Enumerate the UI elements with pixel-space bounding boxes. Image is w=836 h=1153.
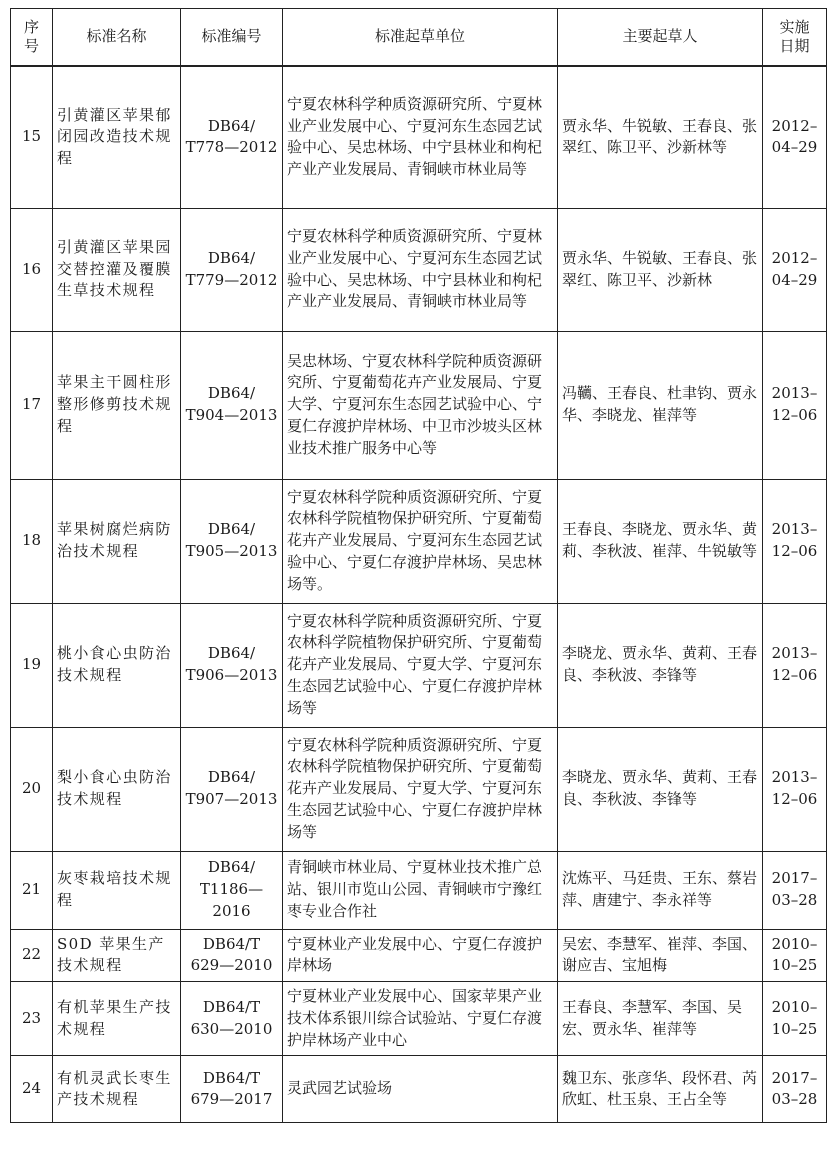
cell-implementation-date-line: 2017– [771,869,818,888]
cell-standard-number-line: 630—2010 [190,1019,273,1038]
header-number: 标准编号 [181,9,283,67]
cell-implementation-date-line: 2012– [771,116,818,135]
cell-drafting-unit: 宁夏林业产业发展中心、宁夏仁存渡护岸林场 [283,929,558,982]
cell-standard-number-line: T906—2013 [185,666,278,684]
cell-standard-number-line: DB64/T [202,997,261,1016]
cell-drafting-unit: 宁夏农林科学院种质资源研究所、宁夏农林科学院植物保护研究所、宁夏葡萄花卉产业发展局、宁夏大学、宁夏河东生态园艺试验中心、宁夏仁存渡护岸林场等 [283,727,558,851]
cell-drafting-unit: 宁夏农林科学种质资源研究所、宁夏林业产业发展中心、宁夏河东生态园艺试验中心、吴忠林场、中宁县林业和枸杞产业产业发展局、青铜峡市林业局等 [283,208,558,331]
cell-standard-number-line: 629—2010 [190,956,273,975]
cell-seq: 16 [11,208,53,331]
cell-implementation-date-line: 2010– [771,997,818,1016]
cell-standard-number-line: DB64/ [207,116,256,135]
cell-implementation-date [763,1056,827,1123]
cell-implementation-date-line: 03–28 [771,1090,818,1109]
header-date-line: 实施 [779,17,810,36]
cell-drafters: 王春良、李慧军、李国、吴宏、贾永华、崔萍等 [558,982,763,1056]
cell-drafters: 王春良、李晓龙、贾永华、黄莉、李秋波、崔萍、牛锐敏等 [558,479,763,603]
cell-implementation-date-line: 03–28 [771,891,818,909]
cell-implementation-date [763,929,827,982]
cell-standard-number [181,208,283,331]
cell-standard-number [181,479,283,603]
cell-standard-number-line: DB64/ [207,384,256,403]
cell-seq: 24 [11,1056,53,1123]
cell-standard-number-line: T904—2013 [185,406,278,424]
cell-seq: 17 [11,331,53,479]
cell-implementation-date-line: 2013– [771,384,818,403]
cell-standard-number-line: DB64/ [207,520,256,539]
cell-implementation-date-line: 2017– [771,1068,818,1087]
cell-standard-name: 引黄灌区苹果郁闭园改造技术规程 [53,66,181,208]
cell-standard-number [181,929,283,982]
cell-standard-number-line: DB64/ [207,248,256,267]
table-row [11,331,827,479]
cell-implementation-date-line: 2012– [771,248,818,267]
cell-drafting-unit: 宁夏农林科学种质资源研究所、宁夏林业产业发展中心、宁夏河东生态园艺试验中心、吴忠林场、中宁县林业和枸杞产业产业发展局、青铜峡市林业局等 [283,66,558,208]
cell-seq: 22 [11,929,53,982]
cell-standard-name: 灰枣栽培技术规程 [53,851,181,929]
cell-standard-number-line: DB64/T [202,1068,261,1087]
cell-drafters: 贾永华、牛锐敏、王春良、张翠红、陈卫平、沙新林 [558,208,763,331]
cell-implementation-date [763,331,827,479]
cell-standard-number-line: T779—2012 [185,270,278,289]
cell-seq: 21 [11,851,53,929]
cell-implementation-date-line: 2013– [771,644,818,663]
cell-standard-number-line: DB64/T [202,934,261,953]
table-row [11,929,827,982]
header-date-line: 日期 [779,37,810,55]
cell-drafting-unit: 青铜峡市林业局、宁夏林业技术推广总站、银川市览山公园、青铜峡市宁豫红枣专业合作社 [283,851,558,929]
cell-standard-number-line: DB64/ [207,768,256,787]
cell-standard-number [181,982,283,1056]
cell-standard-number [181,66,283,208]
cell-standard-number-line: 679—2017 [190,1090,273,1109]
cell-implementation-date-line: 2013– [771,768,818,787]
header-people: 主要起草人 [558,9,763,67]
cell-implementation-date-line: 12–06 [771,406,818,424]
cell-standard-name: 有机苹果生产技术规程 [53,982,181,1056]
cell-drafting-unit: 吴忠林场、宁夏农林科学院种质资源研究所、宁夏葡萄花卉产业发展局、宁夏大学、宁夏河东生态园艺试验中心、宁夏仁存渡护岸林场、中卫市沙坡头区林业技术推广服务中心等 [283,331,558,479]
cell-standard-name: 苹果树腐烂病防治技术规程 [53,479,181,603]
cell-implementation-date-line: 12–06 [771,666,818,684]
cell-standard-name: S0D 苹果生产技术规程 [53,929,181,982]
cell-drafters: 沈炼平、马廷贵、王东、蔡岩萍、唐建宁、李永祥等 [558,851,763,929]
cell-seq: 18 [11,479,53,603]
cell-standard-name: 梨小食心虫防治技术规程 [53,727,181,851]
table-row [11,982,827,1056]
table-row [11,479,827,603]
cell-standard-name: 有机灵武长枣生产技术规程 [53,1056,181,1123]
table-row [11,66,827,208]
cell-standard-number-line: DB64/ [207,858,256,877]
header-unit: 标准起草单位 [283,9,558,67]
header-seq-line: 序 [23,17,39,36]
cell-drafting-unit: 宁夏林业产业发展中心、国家苹果产业技术体系银川综合试验站、宁夏仁存渡护岸林场产业中心 [283,982,558,1056]
cell-drafting-unit: 灵武园艺试验场 [283,1056,558,1123]
cell-drafters: 冯韉、王春良、杜聿钧、贾永华、李晓龙、崔萍等 [558,331,763,479]
cell-implementation-date [763,208,827,331]
cell-implementation-date [763,603,827,727]
standards-table [10,8,827,1123]
cell-standard-number-line: T907—2013 [185,790,278,808]
cell-standard-number [181,331,283,479]
header-date [763,9,827,67]
cell-implementation-date-line: 04–29 [771,270,818,289]
table-row [11,208,827,331]
cell-drafting-unit: 宁夏农林科学院种质资源研究所、宁夏农林科学院植物保护研究所、宁夏葡萄花卉产业发展局、宁夏大学、宁夏河东生态园艺试验中心、宁夏仁存渡护岸林场等 [283,603,558,727]
cell-implementation-date [763,851,827,929]
cell-standard-number [181,851,283,929]
cell-standard-number-line: T905—2013 [185,542,278,560]
cell-implementation-date [763,479,827,603]
cell-seq: 15 [11,66,53,208]
cell-standard-name: 引黄灌区苹果园交替控灌及覆膜生草技术规程 [53,208,181,331]
cell-implementation-date-line: 10–25 [771,1019,818,1038]
cell-standard-number-line: T778—2012 [185,138,278,157]
cell-standard-name: 桃小食心虫防治技术规程 [53,603,181,727]
header-name: 标准名称 [53,9,181,67]
cell-drafters: 吴宏、李慧军、崔萍、李国、谢应吉、宝旭梅 [558,929,763,982]
cell-implementation-date-line: 12–06 [771,542,818,560]
cell-standard-number [181,727,283,851]
cell-implementation-date-line: 2013– [771,520,818,539]
header-row [11,9,827,67]
table-row [11,603,827,727]
header-seq-line: 号 [23,37,39,55]
cell-implementation-date [763,982,827,1056]
table-row [11,727,827,851]
cell-drafters: 贾永华、牛锐敏、王春良、张翠红、陈卫平、沙新林等 [558,66,763,208]
cell-implementation-date-line: 2010– [771,934,818,953]
cell-standard-number-line: DB64/ [207,644,256,663]
cell-drafters: 李晓龙、贾永华、黄莉、王春良、李秋波、李锋等 [558,727,763,851]
cell-implementation-date [763,66,827,208]
cell-standard-number-line: 2016 [212,901,251,920]
cell-standard-name: 苹果主干圆柱形整形修剪技术规程 [53,331,181,479]
cell-standard-number-line: T1186— [199,880,264,899]
cell-seq: 20 [11,727,53,851]
cell-implementation-date [763,727,827,851]
cell-standard-number [181,1056,283,1123]
cell-drafters: 魏卫东、张彦华、段怀君、芮欣虹、杜玉泉、王占全等 [558,1056,763,1123]
cell-drafting-unit: 宁夏农林科学院种质资源研究所、宁夏农林科学院植物保护研究所、宁夏葡萄花卉产业发展局、宁夏河东生态园艺试验中心、宁夏仁存渡护岸林场、吴忠林场等。 [283,479,558,603]
table-body [11,66,827,1123]
cell-implementation-date-line: 10–25 [771,956,818,975]
cell-drafters: 李晓龙、贾永华、黄莉、王春良、李秋波、李锋等 [558,603,763,727]
cell-seq: 19 [11,603,53,727]
cell-implementation-date-line: 12–06 [771,790,818,808]
cell-seq: 23 [11,982,53,1056]
header-seq [11,9,53,67]
cell-implementation-date-line: 04–29 [771,138,818,157]
cell-standard-number [181,603,283,727]
table-row [11,1056,827,1123]
table-row [11,851,827,929]
